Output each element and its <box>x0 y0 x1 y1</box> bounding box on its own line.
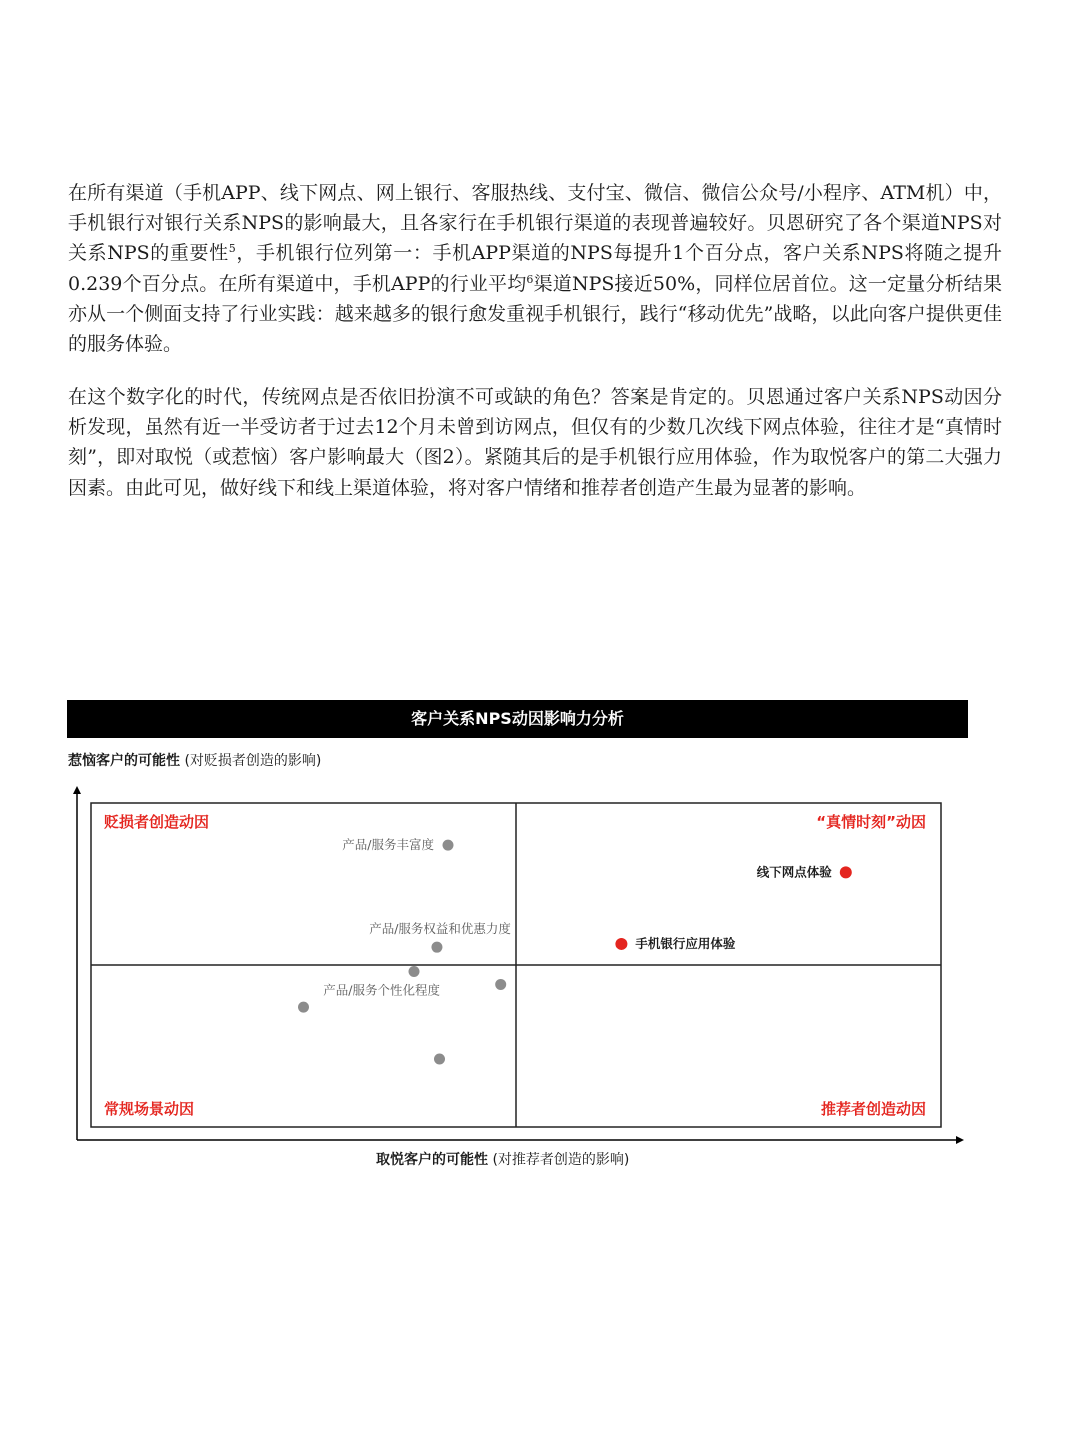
data-point-7 <box>615 938 627 950</box>
p1-text-b: ，手机银行位列第一：手机APP渠道的NPS每提升1个百分点，客户关系NPS将随之提升0.239个百分点。在所有渠道中，手机APP的行业平均 <box>68 242 1002 295</box>
data-point-1 <box>431 942 442 953</box>
y-axis-title-bold: 惹恼客户的可能性 <box>68 753 180 769</box>
data-point-label-6: 线下网点体验 <box>756 864 832 880</box>
quadrant-label-top-right: “真情时刻”动因 <box>816 813 926 831</box>
data-point-4 <box>298 1002 309 1013</box>
data-point-3 <box>495 979 506 990</box>
x-axis-title-bold: 取悦客户的可能性 <box>376 1152 488 1168</box>
quadrant-label-top-left: 贬损者创造动因 <box>104 813 210 831</box>
data-point-label-1: 产品/服务权益和优惠力度 <box>369 921 511 937</box>
quadrant-label-bottom-right: 推荐者创造动因 <box>820 1100 926 1118</box>
data-point-label-7: 手机银行应用体验 <box>635 935 736 951</box>
p1-text-c: 渠道NPS接近50%，同样位居首位。这一定量分析结果亦从一个侧面支持了行业实践：越来越多的银行愈发重视手机银行，践行“移动优先”战略，以此向客户提供更佳的服务体验。 <box>68 272 1002 356</box>
p1-text-a: 在所有渠道（手机APP、线下网点、网上银行、客服热线、支付宝、微信、微信公众号/小程序、ATM机）中，手机银行对银行关系NPS的影响最大，且各家行在手机银行渠道的表现普遍较好。贝恩研究了各个渠道NPS对关系NPS的重要性 <box>68 182 1002 265</box>
chart-title: 客户关系NPS动因影响力分析 <box>67 700 968 738</box>
data-points <box>298 837 852 1064</box>
data-point-2 <box>409 966 420 977</box>
data-point-6 <box>840 866 852 878</box>
data-point-5 <box>434 1053 445 1064</box>
data-point-label-2: 产品/服务个性化程度 <box>323 982 440 998</box>
data-point-label-0: 产品/服务丰富度 <box>342 837 434 853</box>
y-axis-title-normal: (对贬损者创造的影响) <box>180 753 322 769</box>
footnote-ref-6: 6 <box>526 272 534 286</box>
x-axis-title-normal: (对推荐者创造的影响) <box>488 1152 630 1168</box>
paragraph-2: 在这个数字化的时代，传统网点是否依旧扮演不可或缺的角色？答案是肯定的。贝恩通过客户关系NPS动因分析发现，虽然有近一半受访者于过去12个月未曾到访网点，但仅有的少数几次线下网点体验，往往才是“真情时刻”，即对取悦（或惹恼）客户影响最大（图2）。紧随其后的是手机银行应用体验，作为取悦客户的第二大强力因素。由此可见，做好线下和线上渠道体验，将对客户情绪和推荐者创造产生最为显著的影响。 <box>68 386 1002 499</box>
data-point-0 <box>443 840 454 851</box>
quadrant-label-bottom-left: 常规场景动因 <box>104 1100 195 1118</box>
footnote-ref-5: 5 <box>228 242 236 256</box>
